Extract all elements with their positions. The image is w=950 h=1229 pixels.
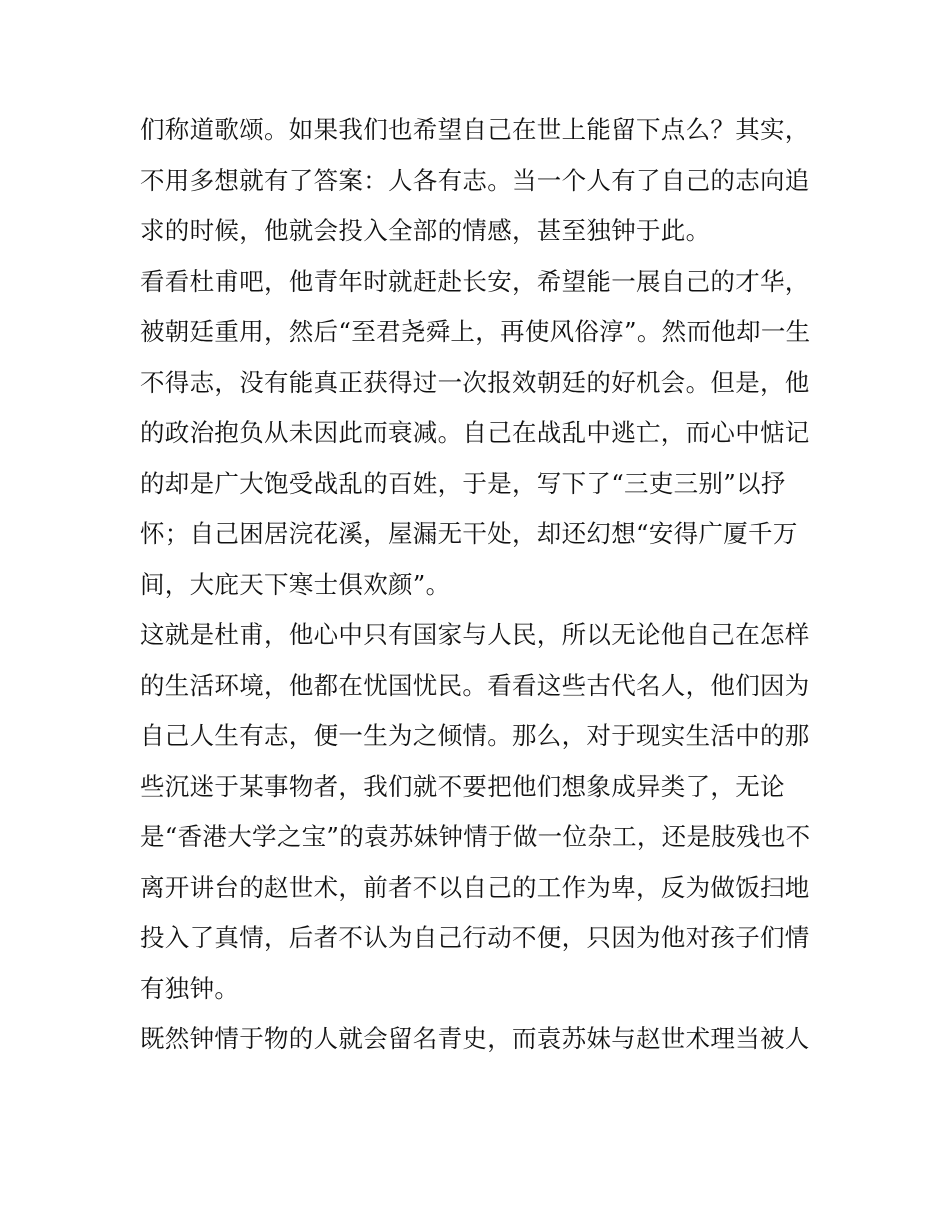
essay-body [140, 105, 820, 1065]
text-line: 的却是广大饱受战乱的百姓，于是，写下了“三吏三别”以抒 [140, 468, 786, 498]
text-line: 看看杜甫吧，他青年时就赶赴长安，希望能一展自己的才华， [140, 266, 810, 296]
text-line: 些沉迷于某事物者，我们就不要把他们想象成异类了，无论 [140, 771, 785, 801]
text-line: 既然钟情于物的人就会留名青史，而袁苏妹与赵世术理当被人 [140, 1024, 810, 1053]
text-line: 被朝廷重用，然后“至君尧舜上，再使风俗淳”。然而他却一生 [140, 317, 811, 346]
text-line: 的生活环境，他都在忧国忧民。看看这些古代名人，他们因为 [140, 670, 810, 700]
text-line: 们称道歌颂。如果我们也希望自己在世上能留下点么？其实， [140, 115, 810, 144]
text-line: 自己人生有志，便一生为之倾情。那么，对于现实生活中的那 [140, 721, 810, 750]
text-line: 间，大庇天下寒士俱欢颜”。 [140, 569, 451, 599]
text-line: 怀；自己困居浣花溪，屋漏无干处，却还幻想“安得广厦千万 [140, 519, 798, 548]
text-line: 不用多想就有了答案：人各有志。当一个人有了自己的志向追 [140, 165, 810, 195]
text-line: 有独钟。 [140, 973, 240, 1003]
text-line: 是“香港大学之宝”的袁苏妹钟情于做一位杂工，还是肢残也不 [140, 822, 811, 851]
text-line: 这就是杜甫，他心中只有国家与人民，所以无论他自己在怎样 [140, 620, 810, 649]
text-line: 不得志，没有能真正获得过一次报效朝廷的好机会。但是，他 [140, 367, 810, 397]
text-line: 离开讲台的赵世术，前者不以自己的工作为卑，反为做饭扫地 [140, 872, 810, 902]
text-line: 投入了真情，后者不认为自己行动不便，只因为他对孩子们情 [140, 923, 810, 952]
text-line: 的政治抱负从未因此而衰减。自己在战乱中逃亡，而心中惦记 [140, 418, 810, 447]
text-line: 求的时候，他就会投入全部的情感，甚至独钟于此。 [140, 216, 711, 245]
